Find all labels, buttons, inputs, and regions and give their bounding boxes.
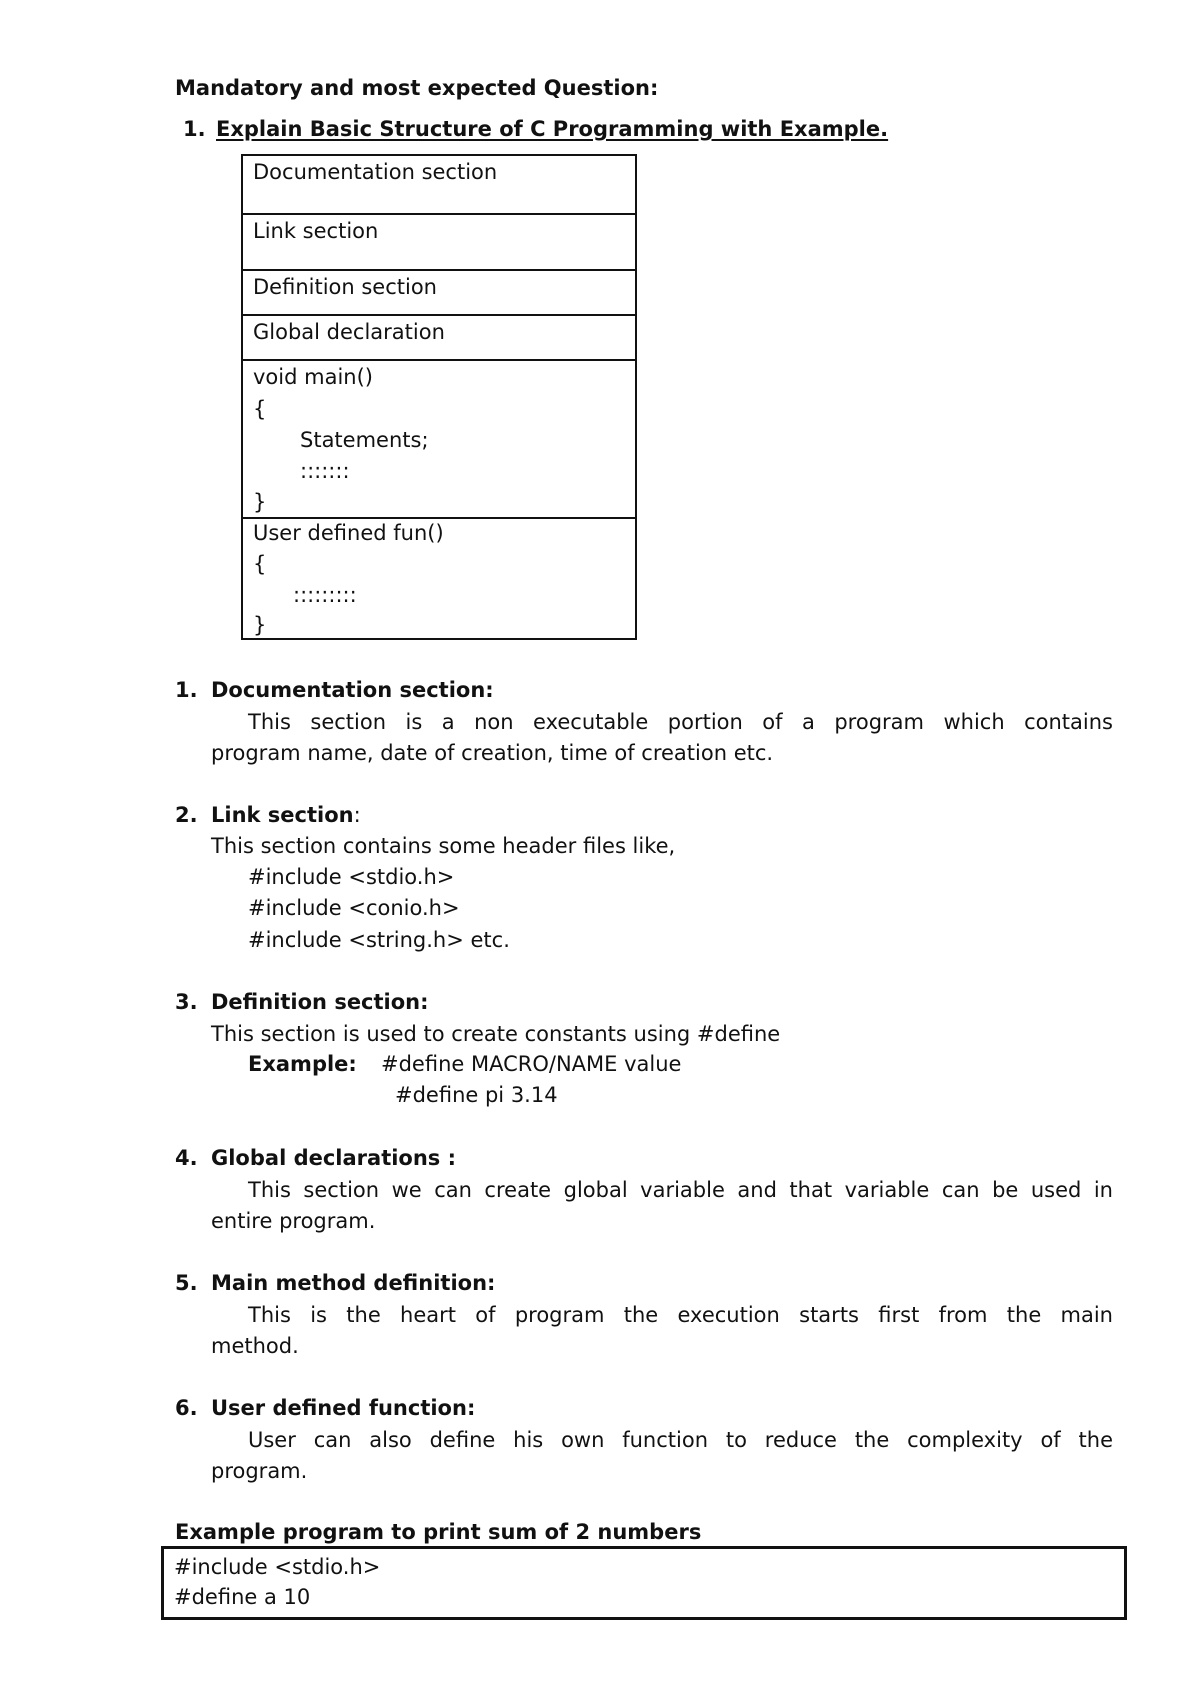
section-number: 4. [175, 1146, 198, 1170]
section-text: User can also define his own function to reduce the complexity of the [248, 1428, 1113, 1452]
header-include: #include <stdio.h> [248, 865, 455, 889]
code-line: #define a 10 [174, 1585, 311, 1609]
link-cell [243, 213, 635, 269]
definition-cell-label: Definition section [253, 275, 437, 299]
section-text: This is the heart of program the execution starts first from the main [248, 1303, 1113, 1327]
example-label: Example: [248, 1052, 357, 1076]
section-title-row [211, 805, 361, 826]
user-line: } [253, 613, 267, 637]
section-title: Link section [211, 803, 354, 827]
user-line: { [253, 552, 267, 576]
define-example: #define MACRO/NAME value [381, 1052, 682, 1076]
user-function-cell [243, 517, 635, 638]
question-number: 1. [183, 117, 206, 141]
user-line: User defined fun() [253, 521, 444, 545]
header-include: #include <string.h> etc. [248, 928, 510, 952]
example-title: Example program to print sum of 2 numbers [175, 1520, 702, 1544]
section-title: Global declarations : [211, 1146, 457, 1170]
section-title: Documentation section: [211, 678, 494, 702]
example-code-box [161, 1546, 1127, 1620]
section-number: 3. [175, 990, 198, 1014]
global-cell [243, 314, 635, 359]
link-cell-label: Link section [253, 219, 379, 243]
section-title-suffix: : [353, 803, 361, 827]
main-line: { [253, 397, 267, 421]
section-text: entire program. [211, 1209, 376, 1233]
section-text: This section is a non executable portion of a program which contains [248, 710, 1113, 734]
section-text: program. [211, 1459, 308, 1483]
section-number: 2. [175, 803, 198, 827]
main-line: } [253, 490, 267, 514]
section-title: Main method definition: [211, 1271, 496, 1295]
main-line: ::::::: [300, 459, 350, 483]
section-intro: This section contains some header files like, [211, 834, 676, 858]
section-text: program name, date of creation, time of creation etc. [211, 741, 774, 765]
section-title: User defined function: [211, 1396, 476, 1420]
documentation-cell [243, 156, 635, 213]
section-number: 5. [175, 1271, 198, 1295]
section-number: 1. [175, 678, 198, 702]
global-cell-label: Global declaration [253, 320, 445, 344]
main-line: void main() [253, 365, 373, 389]
main-line: Statements; [300, 428, 429, 452]
section-intro: This section is used to create constants using #define [211, 1022, 781, 1046]
code-line: #include <stdio.h> [174, 1555, 381, 1579]
main-cell [243, 359, 635, 517]
user-line: ::::::::: [293, 583, 357, 607]
section-text: method. [211, 1334, 299, 1358]
section-text: This section we can create global variable and that variable can be used in [248, 1178, 1113, 1202]
question-title: Explain Basic Structure of C Programming with Example. [216, 117, 889, 141]
section-title: Definition section: [211, 990, 429, 1014]
header-include: #include <conio.h> [248, 896, 460, 920]
definition-cell [243, 269, 635, 314]
page-heading: Mandatory and most expected Question: [175, 76, 659, 100]
documentation-cell-label: Documentation section [253, 160, 498, 184]
section-number: 6. [175, 1396, 198, 1420]
structure-diagram [241, 154, 637, 640]
define-example: #define pi 3.14 [395, 1083, 558, 1107]
